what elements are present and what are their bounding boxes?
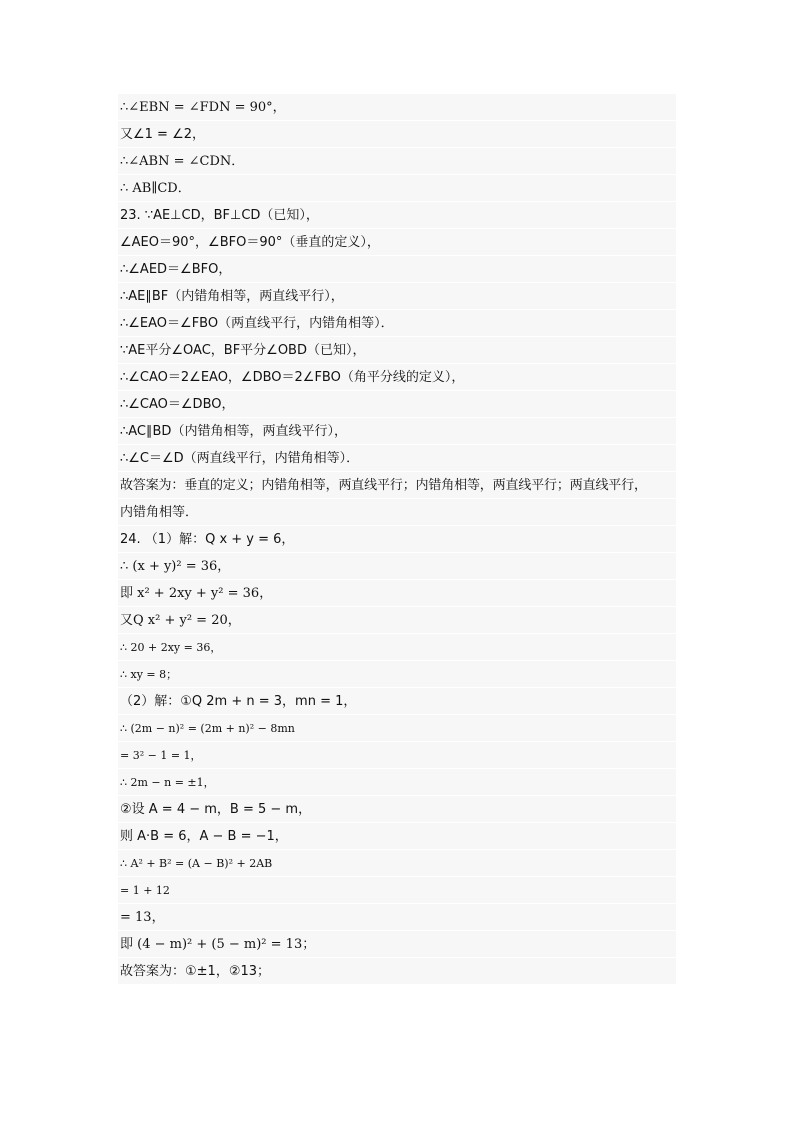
text-line: ∴∠ABN = ∠CDN． [118, 148, 676, 175]
text-line: 故答案为：垂直的定义；内错角相等，两直线平行；内错角相等，两直线平行；两直线平行， [118, 472, 676, 499]
text-line: 即 x² + 2xy + y² = 36， [118, 580, 676, 607]
text-line: ②设 A = 4 − m，B = 5 − m， [118, 796, 676, 823]
text-line: ∴ 2m − n = ±1， [118, 769, 676, 796]
text-line: = 1 + 12 [118, 877, 676, 904]
text-line: = 13， [118, 904, 676, 931]
text-line: ∴∠AED＝∠BFO， [118, 256, 676, 283]
text-line: ∴AC∥BD（内错角相等，两直线平行）， [118, 418, 676, 445]
text-line: ∠AEO＝90°，∠BFO＝90°（垂直的定义）， [118, 229, 676, 256]
text-line: ∵AE平分∠OAC，BF平分∠OBD（已知）， [118, 337, 676, 364]
text-line: ∴∠CAO＝∠DBO， [118, 391, 676, 418]
text-line: 23. ∵AE⊥CD，BF⊥CD（已知）， [118, 202, 676, 229]
text-line: ∴ A² + B² = (A − B)² + 2AB [118, 850, 676, 877]
text-line: ∴ xy = 8； [118, 661, 676, 688]
text-line: 即 (4 − m)² + (5 − m)² = 13； [118, 931, 676, 958]
text-line: ∴∠EAO＝∠FBO（两直线平行，内错角相等）． [118, 310, 676, 337]
text-line: 故答案为：①±1，②13； [118, 958, 676, 985]
text-line: ∴ (x + y)² = 36， [118, 553, 676, 580]
text-line: 24. （1）解：Q x + y = 6， [118, 526, 676, 553]
text-line: ∴∠CAO＝2∠EAO，∠DBO＝2∠FBO（角平分线的定义）， [118, 364, 676, 391]
text-line: 则 A·B = 6，A − B = −1， [118, 823, 676, 850]
text-line: = 3² − 1 = 1， [118, 742, 676, 769]
text-line: 又∠1 = ∠2， [118, 121, 676, 148]
text-line: 又Q x² + y² = 20， [118, 607, 676, 634]
text-line: （2）解：①Q 2m + n = 3，mn = 1， [118, 688, 676, 715]
document-page [118, 94, 676, 985]
text-line: ∴∠EBN = ∠FDN = 90°， [118, 94, 676, 121]
text-line: 内错角相等． [118, 499, 676, 526]
text-line: ∴∠C＝∠D（两直线平行，内错角相等）． [118, 445, 676, 472]
text-line: ∴ 20 + 2xy = 36， [118, 634, 676, 661]
text-line: ∴AE∥BF（内错角相等，两直线平行）， [118, 283, 676, 310]
text-line: ∴ AB∥CD． [118, 175, 676, 202]
text-line: ∴ (2m − n)² = (2m + n)² − 8mn [118, 715, 676, 742]
